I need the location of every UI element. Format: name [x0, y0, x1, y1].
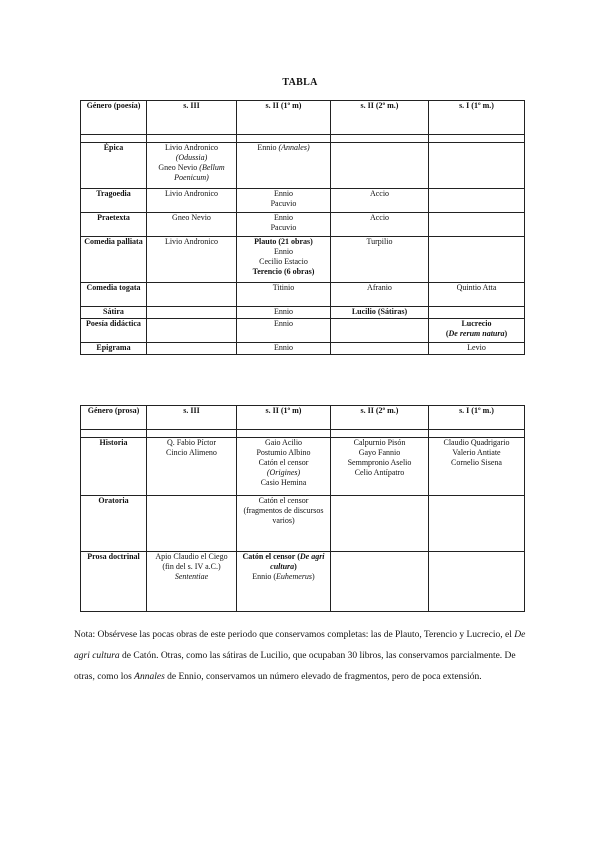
cell-line	[431, 448, 522, 458]
cell-line	[431, 458, 522, 468]
cell-line	[333, 438, 426, 448]
text-run: Nota: Obsérvese las pocas obras de este periodo que conservamos completas: las de Plauto, Terencio y Lucrecio, el	[74, 630, 515, 640]
author-cell	[331, 438, 429, 496]
styled-text-run: )	[294, 562, 297, 571]
empty-cell	[429, 430, 525, 438]
author-cell	[147, 343, 237, 355]
poetry-table	[80, 100, 525, 355]
text-run: Pacuvio	[270, 199, 297, 208]
prose-table	[80, 405, 525, 612]
empty-cell	[147, 135, 237, 143]
cell-line	[239, 223, 328, 233]
cell-line	[239, 496, 328, 506]
author-cell	[429, 496, 525, 552]
author-cell	[237, 189, 331, 213]
author-cell	[147, 237, 237, 283]
genre-cell: Praetexta	[81, 213, 147, 237]
text-run: Catón el censor	[258, 458, 309, 467]
styled-text-run: Euhemerus	[276, 572, 313, 581]
text-run: Livio Andronico	[164, 143, 219, 152]
cell-line	[149, 213, 234, 223]
genre-cell: Poesía didáctica	[81, 319, 147, 343]
cell-line	[149, 448, 234, 458]
author-cell	[147, 496, 237, 552]
author-cell	[331, 343, 429, 355]
author-cell	[429, 213, 525, 237]
text-run: Ennio (	[252, 572, 277, 581]
table-row	[81, 237, 525, 283]
cell-line	[239, 143, 328, 153]
text-run: de Ennio, conservamos un número elevado de fragmentos, pero de poca extensión.	[164, 672, 482, 682]
author-cell	[147, 213, 237, 237]
text-run: Valerio Antiate	[452, 448, 501, 457]
styled-text-run: Lucrecio	[461, 319, 492, 328]
cell-line	[431, 319, 522, 329]
author-cell	[331, 307, 429, 319]
spacer-row	[81, 430, 525, 438]
genre-cell: Épica	[81, 143, 147, 189]
empty-cell	[429, 135, 525, 143]
empty-cell	[81, 135, 147, 143]
cell-line	[239, 283, 328, 293]
cell-line	[333, 283, 426, 293]
table-row	[81, 343, 525, 355]
author-cell	[237, 552, 331, 612]
text-run: Levio	[467, 343, 486, 352]
text-run: Afranio	[367, 283, 392, 292]
cell-line	[431, 343, 522, 353]
author-cell	[237, 319, 331, 343]
cell-line	[333, 237, 426, 247]
text-run: Ennio	[273, 343, 294, 352]
table-row	[81, 143, 525, 189]
column-header: s. I (1º m.)	[429, 101, 525, 135]
cell-line	[239, 458, 328, 468]
column-header: Género (poesía)	[81, 101, 147, 135]
text-run: Gayo Fannio	[358, 448, 401, 457]
text-run: Ennio	[273, 307, 294, 316]
text-run: Pacuvio	[270, 223, 297, 232]
text-run: Quintio Atta	[456, 283, 497, 292]
empty-cell	[331, 135, 429, 143]
styled-text-run: (Bellum Poenicum)	[174, 163, 225, 182]
table-row	[81, 552, 525, 612]
text-run: Cincio Alimeno	[166, 448, 217, 457]
author-cell	[147, 283, 237, 307]
genre-cell: Oratoria	[81, 496, 147, 552]
text-run: Ennio	[273, 247, 294, 256]
column-header: s. III	[147, 101, 237, 135]
author-cell	[237, 307, 331, 319]
table-row	[81, 283, 525, 307]
cell-line	[239, 319, 328, 329]
author-cell	[331, 552, 429, 612]
empty-cell	[237, 135, 331, 143]
cell-line	[333, 213, 426, 223]
author-cell	[429, 189, 525, 213]
text-run: )	[312, 572, 315, 581]
author-cell	[147, 307, 237, 319]
cell-line	[149, 552, 234, 562]
cell-line	[333, 189, 426, 199]
author-cell	[429, 143, 525, 189]
author-cell	[147, 319, 237, 343]
cell-line	[431, 329, 522, 339]
genre-cell: Comedia palliata	[81, 237, 147, 283]
author-cell	[331, 189, 429, 213]
styled-text-run: De agri cultura	[270, 552, 325, 571]
styled-text-run: Terencio (6 obras)	[252, 267, 315, 276]
text-run: Q. Fabio Píctor	[166, 438, 217, 447]
author-cell	[147, 438, 237, 496]
column-header: s. II (1º m)	[237, 101, 331, 135]
cell-line	[239, 247, 328, 257]
cell-line	[239, 307, 328, 317]
text-run: Catón el censor	[258, 496, 309, 505]
text-run: Calpurnio Pisón	[353, 438, 406, 447]
author-cell	[331, 213, 429, 237]
cell-line	[333, 307, 426, 317]
text-run: Gneo Nevio	[172, 213, 211, 222]
cell-line	[239, 468, 328, 478]
author-cell	[331, 319, 429, 343]
author-cell	[429, 283, 525, 307]
cell-line	[149, 143, 234, 153]
column-header: s. III	[147, 406, 237, 430]
text-run: Ennio	[273, 189, 294, 198]
cell-line	[333, 468, 426, 478]
genre-cell: Sátira	[81, 307, 147, 319]
styled-text-run: (	[445, 329, 449, 338]
column-header: s. I (1º m.)	[429, 406, 525, 430]
cell-line	[239, 189, 328, 199]
styled-text-run: (Origines)	[266, 468, 301, 477]
text-run: Accio	[369, 213, 390, 222]
cell-line	[239, 552, 328, 572]
empty-cell	[147, 430, 237, 438]
cell-line	[239, 448, 328, 458]
text-run: (fin del s. IV a.C.)	[162, 562, 221, 571]
cell-line	[239, 343, 328, 353]
table-row	[81, 213, 525, 237]
text-run: Ennio	[257, 143, 279, 152]
text-run: Ennio	[273, 213, 294, 222]
author-cell	[147, 552, 237, 612]
styled-text-run: Catón el censor (	[242, 552, 300, 561]
cell-line	[149, 163, 234, 183]
cell-line	[239, 237, 328, 247]
header-row	[81, 101, 525, 135]
table-row	[81, 438, 525, 496]
cell-line	[239, 478, 328, 488]
page-title: TABLA	[282, 77, 318, 88]
cell-line	[239, 572, 328, 582]
styled-text-run: (Odussia)	[175, 153, 208, 162]
author-cell	[237, 343, 331, 355]
author-cell	[429, 307, 525, 319]
author-cell	[429, 319, 525, 343]
text-run: Livio Andronico	[164, 237, 219, 246]
genre-cell: Comedia togata	[81, 283, 147, 307]
author-cell	[147, 143, 237, 189]
author-cell	[429, 438, 525, 496]
table-row	[81, 307, 525, 319]
footnote	[74, 625, 532, 688]
cell-line	[149, 189, 234, 199]
text-run: Gneo Nevio	[158, 163, 200, 172]
styled-text-run: De rerum natura	[448, 329, 505, 338]
text-run: Cornelio Sisena	[451, 458, 502, 467]
styled-text-run: Sententiae	[174, 572, 209, 581]
text-run: Celio Antípatro	[354, 468, 405, 477]
text-run: Ennio	[273, 319, 294, 328]
styled-text-run: Lucilio (Sátiras)	[351, 307, 408, 316]
cell-line	[333, 458, 426, 468]
author-cell	[429, 237, 525, 283]
text-run: Livio Andronico	[164, 189, 219, 198]
author-cell	[237, 213, 331, 237]
text-run: Titinio	[272, 283, 295, 292]
styled-text-run: Plauto (21 obras)	[254, 237, 313, 246]
text-run: Semmpronio Aselio	[347, 458, 412, 467]
table-row	[81, 189, 525, 213]
author-cell	[429, 343, 525, 355]
text-run: Gaio Acilio	[264, 438, 303, 447]
text-run: Postumio Albino	[256, 448, 311, 457]
cell-line	[149, 153, 234, 163]
author-cell	[147, 189, 237, 213]
column-header: s. II (2º m.)	[331, 406, 429, 430]
author-cell	[237, 283, 331, 307]
text-run: Casio Hemina	[260, 478, 307, 487]
styled-text-run: (Annales)	[278, 143, 310, 152]
cell-line	[239, 506, 328, 526]
cell-line	[149, 572, 234, 582]
text-run: (fragmentos de discursos varios)	[243, 506, 324, 525]
author-cell	[429, 552, 525, 612]
empty-cell	[331, 430, 429, 438]
cell-line	[149, 562, 234, 572]
column-header: s. II (2º m.)	[331, 101, 429, 135]
empty-cell	[81, 430, 147, 438]
text-run: Turpilio	[366, 237, 393, 246]
author-cell	[237, 237, 331, 283]
cell-line	[239, 438, 328, 448]
text-run: Accio	[369, 189, 390, 198]
author-cell	[237, 438, 331, 496]
genre-cell: Tragoedia	[81, 189, 147, 213]
author-cell	[331, 143, 429, 189]
cell-line	[333, 448, 426, 458]
cell-line	[431, 438, 522, 448]
spacer-row	[81, 135, 525, 143]
cell-line	[149, 438, 234, 448]
styled-text-run: )	[504, 329, 508, 338]
text-run: de Catón. Otras, como las sátiras de Lucilio, que ocupaban 30 libros, las conservamos parcialmente. De otras, como los	[74, 651, 516, 682]
author-cell	[237, 496, 331, 552]
author-cell	[331, 237, 429, 283]
text-run: Claudio Quadrigario	[443, 438, 510, 447]
author-cell	[331, 496, 429, 552]
column-header: Género (prosa)	[81, 406, 147, 430]
cell-line	[149, 237, 234, 247]
genre-cell: Historia	[81, 438, 147, 496]
cell-line	[239, 267, 328, 277]
table-row	[81, 319, 525, 343]
author-cell	[237, 143, 331, 189]
genre-cell: Epigrama	[81, 343, 147, 355]
cell-line	[239, 213, 328, 223]
cell-line	[431, 283, 522, 293]
text-run: Apio Claudio el Ciego	[155, 552, 228, 561]
empty-cell	[237, 430, 331, 438]
cell-line	[239, 199, 328, 209]
styled-text-run: De agri cultura	[74, 630, 526, 661]
text-run: Cecilio Estacio	[259, 257, 308, 266]
header-row	[81, 406, 525, 430]
genre-cell: Prosa doctrinal	[81, 552, 147, 612]
column-header: s. II (1º m)	[237, 406, 331, 430]
table-row	[81, 496, 525, 552]
cell-line	[239, 257, 328, 267]
author-cell	[331, 283, 429, 307]
styled-text-run: Annales	[134, 672, 165, 682]
